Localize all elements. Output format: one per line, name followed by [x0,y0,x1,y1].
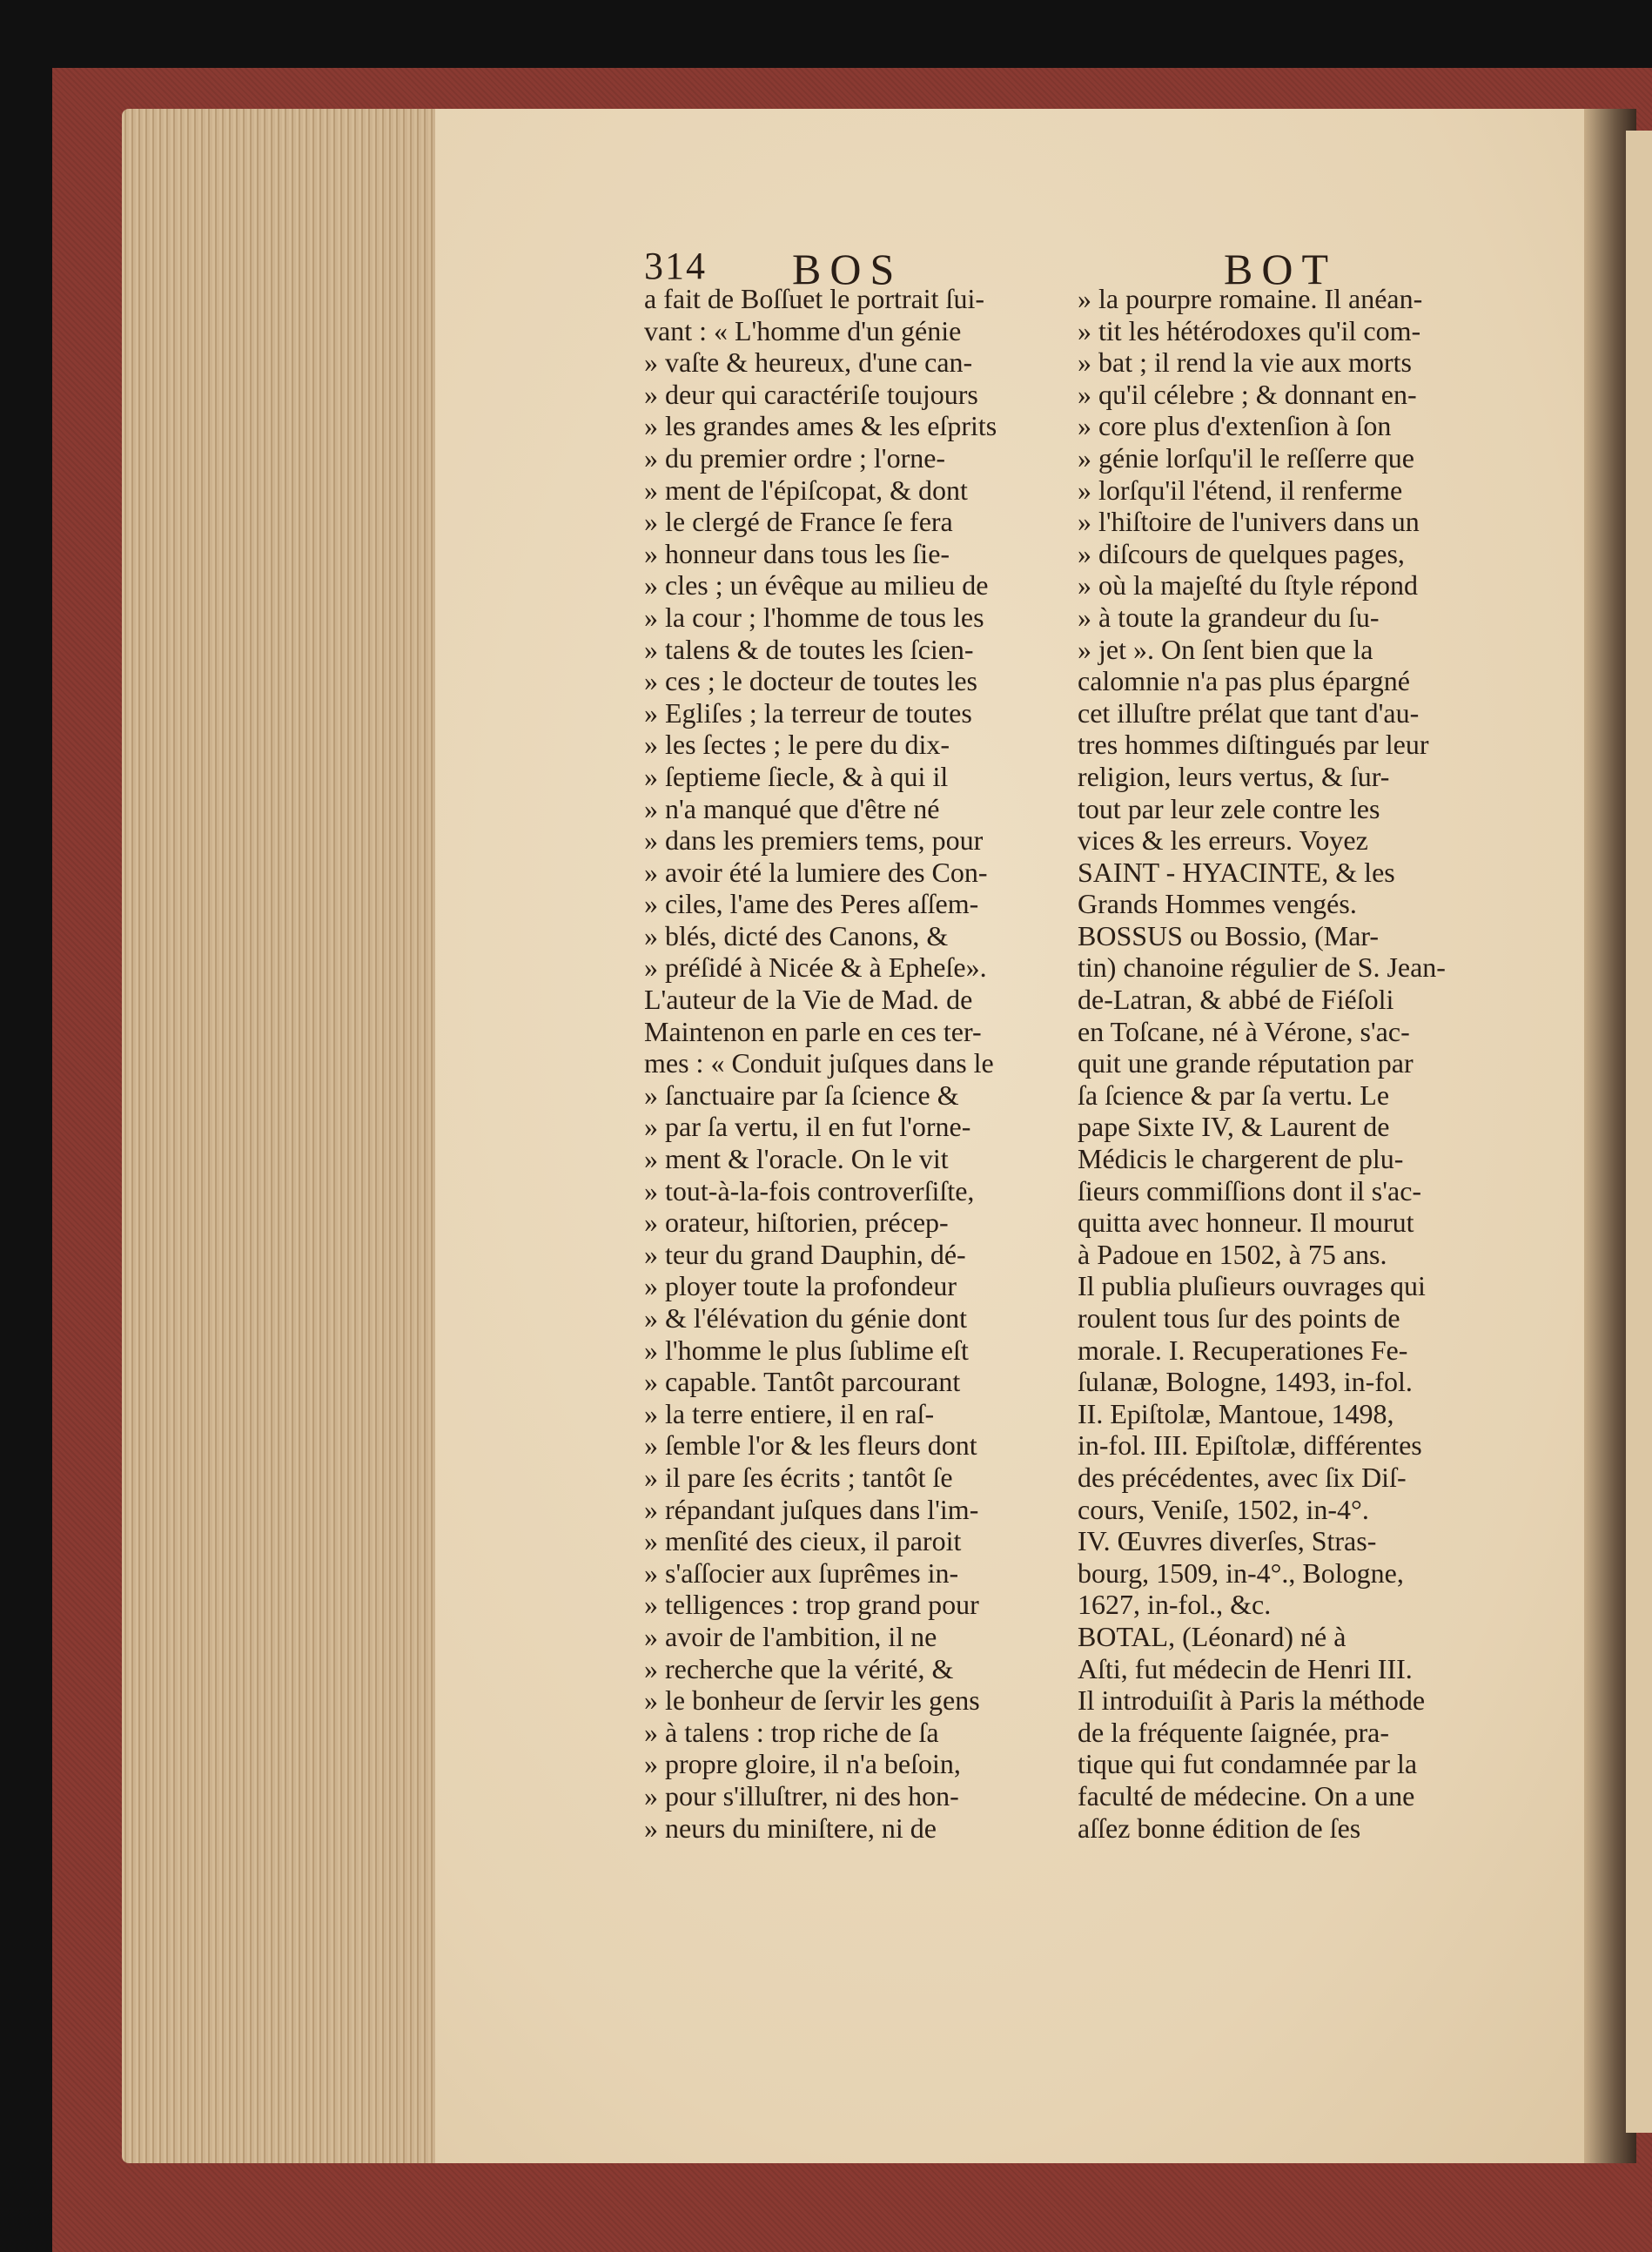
text-line: » les ſectes ; le pere du dix- [644,729,950,761]
text-line: » neurs du miniſtere, ni de [644,1812,937,1844]
text-line: des précédentes, avec ſix Diſ- [1078,1461,1407,1493]
text-line: » la terre entiere, il en raſ- [644,1397,935,1429]
text-line: » n'a manqué que d'être né [644,792,940,824]
text-line: » ployer toute la profondeur [644,1270,957,1302]
text-line: » core plus d'extenſion à ſon [1078,410,1392,442]
text-line: » ſemble l'or & les fleurs dont [644,1429,977,1462]
text-line: » qu'il célebre ; & donnant en- [1078,378,1417,410]
text-line: Il publia pluſieurs ouvrages qui [1078,1270,1426,1302]
text-line: » à toute la grandeur du ſu- [1078,601,1380,633]
text-line: » pour s'illuſtrer, ni des hon- [644,1779,959,1812]
text-line: tique qui fut condamnée par la [1078,1748,1418,1780]
page-edges [122,109,435,2163]
text-line: » ment de l'épiſcopat, & dont [644,474,968,506]
text-line: » honneur dans tous les ſie- [644,537,950,569]
text-line: » il pare ſes écrits ; tantôt ſe [644,1461,953,1493]
text-line: » la pourpre romaine. Il anéan- [1078,283,1423,314]
text-line: » capable. Tantôt parcourant [644,1366,961,1398]
text-line: » ſeptieme ſiecle, & à qui il [644,760,949,792]
text-line: » les grandes ames & les eſprits [644,410,997,442]
text-line: » lorſqu'il l'étend, il renferme [1078,474,1403,506]
text-line: Il introduiſit à Paris la méthode [1078,1684,1426,1717]
page-number: 314 [644,245,707,287]
text-line: » ces ; le docteur de toutes les [644,665,977,697]
text-line: in-fol. III. Epiſtolæ, différentes [1078,1429,1422,1462]
text-line: mes : « Conduit juſques dans le [644,1047,994,1079]
text-line: IV. Œuvres diverſes, Stras- [1078,1525,1377,1557]
text-line: » préſidé à Nicée & à Epheſe». [644,951,987,984]
text-line: » ciles, l'ame des Peres aſſem- [644,888,979,920]
text-line: » la cour ; l'homme de tous les [644,601,984,633]
text-line: » par ſa vertu, il en fut l'orne- [644,1111,971,1143]
text-line: » vaſte & heureux, d'une can- [644,346,973,379]
running-head-left: BOS [792,245,903,293]
text-line: L'auteur de la Vie de Mad. de [644,984,973,1016]
text-line: SAINT - HYACINTE, & les [1078,856,1395,888]
text-line: ſieurs commiſſions dont il s'ac- [1078,1174,1422,1207]
text-line: » ment & l'oracle. On le vit [644,1143,949,1175]
text-line: BOSSUS ou Bossio, (Mar- [1078,919,1380,951]
text-line: » avoir de l'ambition, il ne [644,1620,937,1652]
text-line: à Padoue en 1502, à 75 ans. [1078,1238,1387,1270]
text-line: » propre gloire, il n'a beſoin, [644,1748,961,1780]
text-line: » l'hiſtoire de l'univers dans un [1078,506,1420,538]
text-line: Maintenon en parle en ces ter- [644,1015,982,1047]
text-line: roulent tous ſur des points de [1078,1302,1400,1334]
text-line: tin) chanoine régulier de S. Jean- [1078,951,1446,984]
text-line: pape Sixte IV, & Laurent de [1078,1111,1390,1143]
text-line: » & l'élévation du génie dont [644,1302,968,1334]
text-line: Grands Hommes vengés. [1078,888,1357,920]
text-line: II. Epiſtolæ, Mantoue, 1498, [1078,1397,1394,1429]
text-line: » à talens : trop riche de ſa [644,1716,939,1748]
text-line: » bat ; il rend la vie aux morts [1078,346,1412,379]
text-line: » l'homme le plus ſublime eſt [644,1334,969,1366]
text-line: » s'aſſocier aux ſuprêmes in- [644,1556,959,1589]
text-line: morale. I. Recuperationes Fe- [1078,1334,1408,1366]
text-line: » cles ; un évêque au milieu de [644,569,989,602]
running-head-right: BOT [1224,245,1337,293]
text-line: » où la majeſté du ſtyle répond [1078,569,1418,602]
text-column-right [1078,283,1513,1844]
text-line: aſſez bonne édition de ſes [1078,1812,1361,1844]
text-line: BOTAL, (Léonard) né à [1078,1620,1346,1652]
text-line: » blés, dicté des Canons, & [644,919,949,951]
text-line: » le clergé de France ſe fera [644,506,953,538]
text-line: » génie lorſqu'il le reſſerre que [1078,441,1414,474]
text-line: tres hommes diſtingués par leur [1078,729,1429,761]
text-line: » tout-à-la-fois controverſiſte, [644,1174,975,1207]
text-line: calomnie n'a pas plus épargné [1078,665,1410,697]
text-line: religion, leurs vertus, & ſur- [1078,760,1390,792]
text-line: » du premier ordre ; l'orne- [644,441,946,474]
text-line: de-Latran, & abbé de Fiéſoli [1078,984,1394,1016]
text-line: a fait de Boſſuet le portrait ſui- [644,283,984,314]
text-line: » menſité des cieux, il paroit [644,1525,962,1557]
text-line: 1627, in-fol., &c. [1078,1589,1272,1621]
text-line: » le bonheur de ſervir les gens [644,1684,980,1717]
text-line: » jet ». On ſent bien que la [1078,633,1373,665]
text-column-left [644,283,1062,1844]
text-line: vices & les erreurs. Voyez [1078,824,1368,857]
text-line: » répandant juſques dans l'im- [644,1493,979,1525]
text-line: » tit les hétérodoxes qu'il com- [1078,314,1421,346]
text-line: » deur qui caractériſe toujours [644,378,978,410]
text-line: cours, Veniſe, 1502, in-4°. [1078,1493,1369,1525]
text-line: » telligences : trop grand pour [644,1589,979,1621]
text-line: vant : « L'homme d'un génie [644,314,962,346]
text-line: quitta avec honneur. Il mourut [1078,1207,1414,1239]
text-line: » Egliſes ; la terreur de toutes [644,696,972,729]
text-line: bourg, 1509, in-4°., Bologne, [1078,1556,1404,1589]
text-line: ſa ſcience & par ſa vertu. Le [1078,1079,1390,1111]
text-line: » avoir été la lumiere des Con- [644,856,988,888]
text-line: tout par leur zele contre les [1078,792,1380,824]
text-line: » orateur, hiſtorien, précep- [644,1207,949,1239]
text-line: faculté de médecine. On a une [1078,1779,1415,1812]
facing-page-edge [1626,131,1652,2133]
text-line: » dans les premiers tems, pour [644,824,984,857]
text-line: » diſcours de quelques pages, [1078,537,1405,569]
text-line: en Toſcane, né à Vérone, s'ac- [1078,1015,1410,1047]
text-line: » ſanctuaire par ſa ſcience & [644,1079,959,1111]
text-line: Aſti, fut médecin de Henri III. [1078,1652,1413,1684]
text-line: quit une grande réputation par [1078,1047,1414,1079]
text-line: Médicis le chargerent de plu- [1078,1143,1404,1175]
text-line: de la fréquente ſaignée, pra- [1078,1716,1390,1748]
text-line: ſulanæ, Bologne, 1493, in-fol. [1078,1366,1413,1398]
text-line: » recherche que la vérité, & [644,1652,954,1684]
text-line: » talens & de toutes les ſcien- [644,633,974,665]
text-line: » teur du grand Dauphin, dé- [644,1238,966,1270]
text-line: cet illuſtre prélat que tant d'au- [1078,696,1420,729]
